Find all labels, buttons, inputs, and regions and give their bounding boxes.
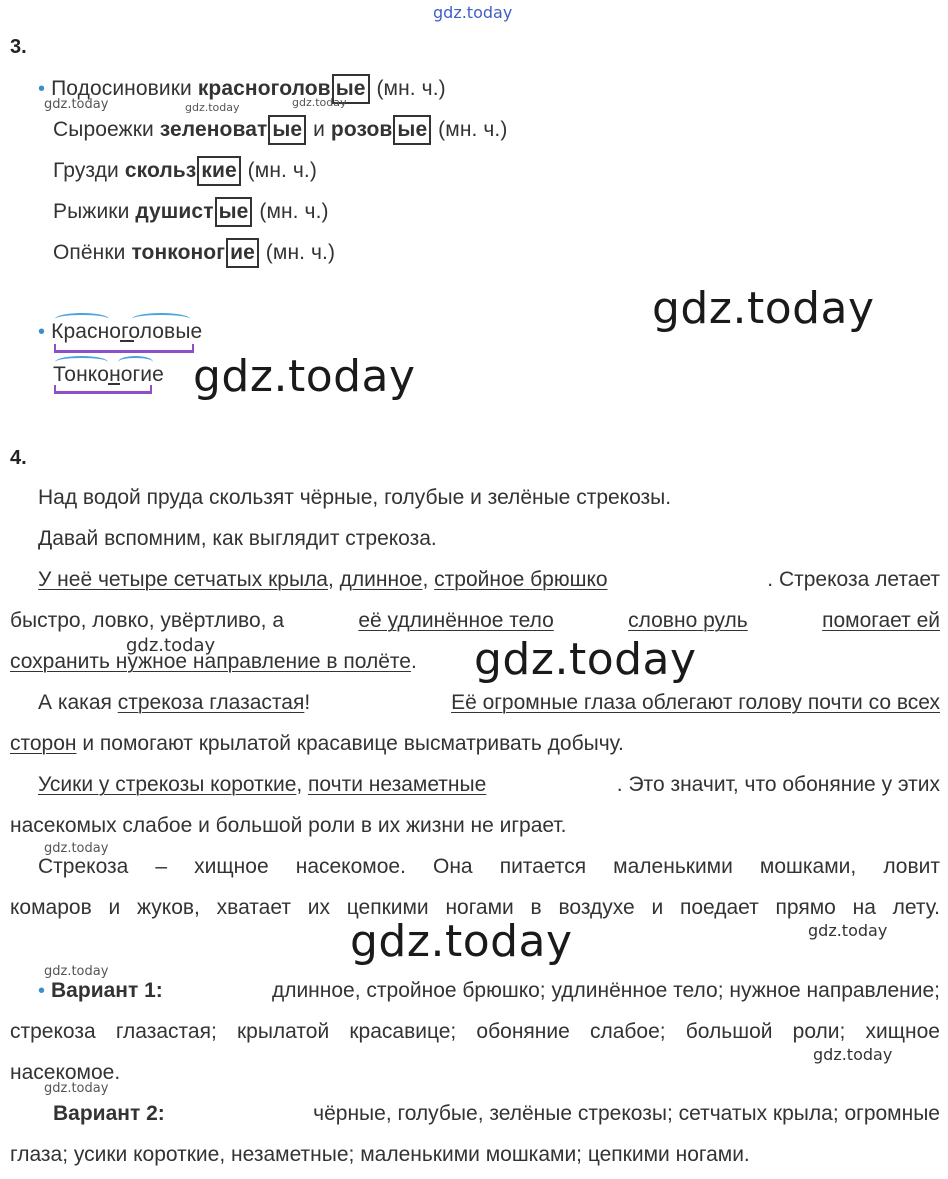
paragraph-3-line-1: [38, 568, 940, 592]
punctuation: .: [410, 650, 417, 673]
underlined-phrase: её удлинённое тело: [358, 609, 554, 632]
watermark-big: gdz.today: [652, 283, 875, 334]
watermark-big: gdz.today: [193, 351, 416, 402]
variant-1-line-1: [38, 979, 940, 1003]
ex3-row-2: [53, 115, 507, 145]
text-run: быстро, ловко, увёртливо, а: [10, 609, 285, 632]
underlined-phrase: помогает ей: [822, 609, 940, 632]
compound-word: Красноголовые: [51, 320, 203, 343]
adjective-stem: розов: [330, 118, 393, 141]
watermark-small: gdz.today: [126, 635, 216, 656]
paragraph-5-line-2: насекомых слабое и большой роли в их жизни не играет.: [10, 814, 567, 837]
variant-1-label: Вариант 1:: [51, 979, 163, 1002]
number-note: (мн. ч.): [432, 118, 508, 141]
watermark-small: gdz.today: [44, 1081, 109, 1096]
ex3-row-3: [53, 156, 317, 186]
bullet-icon: •: [38, 980, 46, 1002]
bullet-icon: •: [38, 78, 46, 100]
connecting-vowel-mark: [108, 383, 120, 385]
adjective-stem: душист: [135, 200, 214, 223]
number-note: (мн. ч.): [370, 77, 446, 100]
noun: Рыжики: [53, 200, 136, 223]
variant-1-line-3: насекомое.: [10, 1061, 121, 1084]
punctuation: !: [304, 691, 311, 714]
underlined-phrase: сохранить нужное направление в полёте: [10, 650, 411, 673]
paragraph-6-line-1: Стрекоза – хищное насекомое. Она питается маленькими мошками, ловит: [38, 855, 940, 878]
punctuation: ,: [328, 568, 340, 591]
text-run: и помогают крылатой красавице высматривать добычу.: [76, 732, 624, 755]
paragraph-4-line-1: [38, 691, 940, 715]
root-arc: [55, 313, 109, 325]
root-arc: [132, 313, 190, 325]
underlined-phrase: сторон: [10, 732, 77, 755]
ex3-row-5: [53, 238, 335, 268]
watermark-top: gdz.today: [433, 3, 513, 22]
text-run: . Это значит, что обоняние у этих: [616, 773, 940, 796]
watermark-small: gdz.today: [44, 97, 109, 112]
watermark-small: gdz.today: [185, 101, 240, 114]
ending-box: ые: [268, 115, 306, 145]
underlined-phrase: стрекоза глазастая: [117, 691, 305, 714]
ex3-row-4: [53, 197, 329, 227]
conjunction: и: [307, 118, 331, 141]
stem-mark: [54, 344, 194, 353]
text-run: чёрные, голубые, зелёные стрекозы; сетчатых крыла; огромные: [313, 1102, 940, 1125]
watermark-small: gdz.today: [808, 921, 888, 940]
watermark-small: gdz.today: [44, 964, 109, 979]
ending-box: ые: [393, 115, 431, 145]
punctuation: ,: [296, 773, 309, 796]
paragraph-4-line-2: [10, 732, 624, 756]
paragraph-6-line-2: комаров и жуков, хватает их цепкими ногами в воздухе и поедает прямо на лету.: [10, 896, 940, 919]
underlined-phrase: стройное брюшко: [434, 568, 608, 591]
number-note: (мн. ч.): [253, 200, 329, 223]
root-arc: [55, 356, 108, 368]
watermark-small: gdz.today: [44, 841, 109, 856]
variant-2-line-2: глаза; усики короткие, незаметные; маленькими мошками; цепкими ногами.: [10, 1143, 750, 1166]
noun: Грузди: [53, 159, 125, 182]
noun: Опёнки: [53, 241, 132, 264]
watermark-small: gdz.today: [292, 96, 347, 109]
adjective-stem: красноголов: [197, 77, 331, 100]
noun: Подосиновики: [51, 77, 198, 100]
paragraph-2: Давай вспомним, как выглядит стрекоза.: [38, 527, 437, 550]
ending-box: ие: [226, 238, 259, 268]
underlined-phrase: почти незаметные: [308, 773, 487, 796]
compound-word: Тонконогие: [53, 363, 164, 386]
number-note: (мн. ч.): [259, 241, 336, 264]
exercise-4-number: 4.: [10, 447, 27, 469]
punctuation: ,: [422, 568, 435, 591]
adjective-stem: зеленоват: [159, 118, 268, 141]
variant-2-line-1: [53, 1102, 940, 1126]
underlined-phrase: Её огромные глаза облегают голову почти со всех: [451, 691, 940, 714]
number-note: (мн. ч.): [241, 159, 317, 182]
underlined-phrase: У неё четыре сетчатых крыла: [38, 568, 328, 591]
variant-1-line-2: стрекоза глазастая; крылатой красавице; обоняние слабое; большой роли; хищное: [10, 1020, 940, 1043]
paragraph-5-line-1: [38, 773, 940, 797]
adjective-stem: тонконог: [131, 241, 226, 264]
underlined-phrase: Усики у стрекозы короткие: [38, 773, 297, 796]
adjective-stem: скольз: [124, 159, 197, 182]
ending-box: ые: [332, 74, 370, 104]
noun: Сыроежки: [53, 118, 160, 141]
underlined-phrase: длинное: [339, 568, 423, 591]
watermark-small: gdz.today: [813, 1045, 893, 1064]
stem-mark: [54, 385, 152, 394]
ending-box: кие: [197, 156, 240, 186]
text-run: длинное, стройное брюшко; удлинённое тело; нужное направление;: [271, 979, 940, 1002]
text-run: . Стрекоза летает: [767, 568, 940, 591]
ending-box: ые: [215, 197, 253, 227]
variant-2-label: Вариант 2:: [53, 1102, 165, 1125]
paragraph-3-line-2: [10, 609, 940, 633]
connecting-vowel-mark: [120, 340, 134, 342]
exercise-3-number: 3.: [10, 36, 27, 58]
root-arc: [118, 356, 153, 368]
text-run: А какая: [38, 691, 118, 714]
underlined-phrase: словно руль: [628, 609, 748, 632]
watermark-big: gdz.today: [474, 634, 697, 685]
watermark-big: gdz.today: [350, 916, 573, 967]
bullet-icon: •: [38, 321, 46, 343]
paragraph-1: Над водой пруда скользят чёрные, голубые и зелёные стрекозы.: [38, 486, 672, 509]
